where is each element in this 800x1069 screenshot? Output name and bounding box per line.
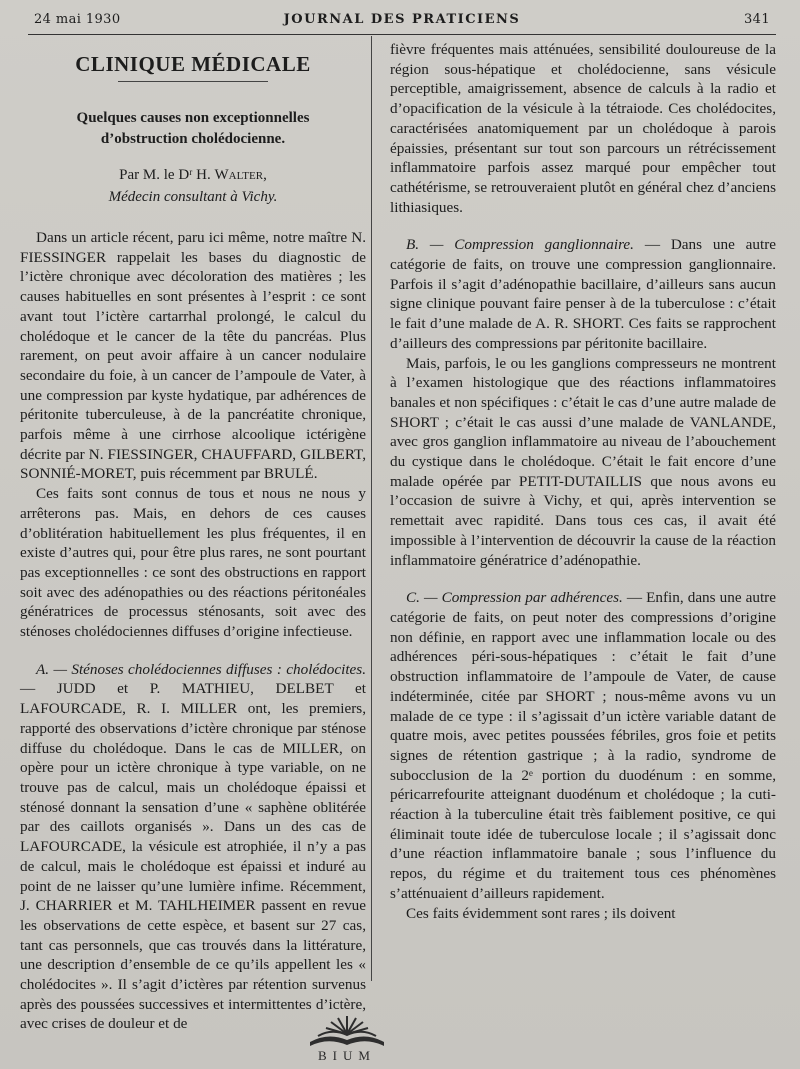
article-title-line2: d’obstruction cholédocienne. bbox=[100, 131, 286, 147]
header-page-number: 341 bbox=[743, 12, 770, 27]
open-book-icon bbox=[304, 1010, 390, 1050]
bium-logo-text: BIUM bbox=[318, 1048, 376, 1063]
header-journal-title: JOURNAL DES PRATICIENS bbox=[283, 12, 521, 27]
article-title-line1: Quelques causes non exceptionnelles bbox=[76, 110, 310, 126]
section-c-text: — Enfin, dans une autre catégorie de faits, on peut noter des compressions d’origine non définie, en rapport avec une inflammation locale ou des adhérences péri-sous-hépatiques : c’était le fait d’une obstruction inflammatoire de l’ampoule de Vater, de cause indéterminée, citée par SHORT ; nous-même avons vu un malade de ce type : il s’agissait d’un ictère variable datant de quatre mois, avec petites poussées fébriles, gros foie et petits signes de rétention gastrique ; à la radio, syndrome de subocclusion de la 2ᵉ portion du duodénum : en somme, péricarrefourite atteignant duodénum et cholédoque ; la cuti-réaction à la tuberculine était très faiblement positive, ce qui éliminait toute idée de tuberculose locale ; il s’agissait donc d’une réaction inflammatoire banale ; sous l’influence du repos, du régime et du traitement tous ces phénomènes s’atténuaient d’ailleurs rapidement. bbox=[390, 589, 776, 902]
section-b-heading: B. — Compression ganglionnaire. bbox=[406, 236, 634, 254]
header-date: 24 mai 1930 bbox=[34, 12, 121, 27]
paragraph-intro: Dans un article récent, paru ici même, notre maître N. FIESSINGER rappelait les bases du diagnostic de l’ictère chronique avec décoloration des matières ; les causes habituelles en sont présentes à l’esprit : ce sont avant tout l’ictère cartarrhal prolongé, le calcul du cholédoque et le cancer de la tête du pancréas. Plus rarement, on peut avoir affaire à un cancer nodulaire secondaire du foie, à un cancer de l’ampoule de Vater, à une compression par kyste hydatique, par adhérences de péritonite tuberculeuse, à de la pancréatite chronique, parfois même à une cirrhose alcoolique ictérigène décrite par N. FIESSINGER, CHAUFFARD, GILBERT, SONNIÉ-MORET, puis récemment par BRULÉ. bbox=[20, 229, 366, 483]
section-a-text: — JUDD et P. MATHIEU, DELBET et LAFOURCADE, R. I. MILLER ont, les premiers, rapporté des observations d’ictère chronique par sténose diffuse du cholédoque. Dans le cas de MILLER, on opère pour un ictère chronique à type variable, on ne trouve pas de calcul, mais un cholédoque épaissi et sténosé donnant la sensation d’une « saphène oblitérée par des caillots organisés ». Dans un des cas de LAFOURCADE, la vésicule est atrophiée, il n’y a pas de calcul, mais le cholédoque est épaissi et induré au point de ne laisser qu’une lumière infime. Récemment, J. CHARRIER et M. TAHLHEIMER passent en revue les observations de cette espèce, et basent sur 27 cas, tant cas personnels, que cas trouvés dans la littérature, une description d’ensemble de ce qu’ils appellent les « cholédocites ». Il s’agit d’ictères par rétention survenus après des poussées successives et intermittentes d’ictère, avec crises de douleur et de bbox=[20, 680, 366, 1033]
paragraph-ganglions: Mais, parfois, le ou les ganglions compresseurs ne montrent à l’examen histologique que des réactions inflammatoires banales et non spécifiques : c’était le cas d’une autre malade de SHORT ; c’était le cas aussi d’une malade de VANLANDE, avec gros ganglion inflammatoire au niveau de l’abouchement du cystique dans le cholédoque. C’était le fait encore d’une malade opérée par PETIT-DUTAILLIS que nous avons eu l’occasion de suivre à Vichy, et qui, après intervention se remettait avec rapidité. Dans tous ces cas, il avait été impossible à l’intervention de découvrir la cause de la réaction inflammatoire génératrice d’adénopathie. bbox=[390, 354, 776, 569]
byline-prefix: Par M. le Dʳ H. bbox=[119, 167, 215, 183]
paragraph-continuation: fièvre fréquentes mais atténuées, sensibilité douloureuse de la région sous-hépatique et cholédocienne, sans vésicule perceptible, amaigrissement, absence de calculs à la radio et d’opacification de la vésicule à la tétraiode. Ces cholédocites, caractérisées anatomiquement par un cholédoque à parois épaissies, présentant sur tout son parcours un rétrécissement inflammatoire parfois assez marqué pour empêcher tout cathétérisme, se retrouveraient plutôt en général chez d’anciens lithiasiques. bbox=[390, 41, 776, 216]
running-head bbox=[34, 12, 770, 32]
paragraph-rarer-causes: Ces faits sont connus de tous et nous ne nous y arrêterons pas. Mais, en dehors de ces causes d’oblitération habituellement les plus fréquentes, il en existe d’autres qui, pour être plus rares, ne sont pourtant pas exceptionnelles : ce sont des obstructions en rapport soit avec des adénopathies ou des réactions péritonéales génératrices de processus sténosants, soit avec des sténoses cholédociennes diffuses d’origine infectieuse. bbox=[20, 485, 366, 641]
section-b-text: — Dans une autre catégorie de faits, on trouve une compression ganglionnaire. Parfois il s’agit d’adénopathie bacillaire, d’ailleurs sans aucun signe clinique pouvant faire penser à de la tuberculose : c’était le fait d’une malade de A. R. SHORT. Ces faits se rapprochent d’ailleurs des compressions par péritonite bacillaire. bbox=[390, 236, 776, 352]
section-title: CLINIQUE MÉDICALE bbox=[75, 52, 311, 76]
paragraph-closing: Ces faits évidemment sont rares ; ils doivent bbox=[406, 904, 676, 922]
section-title-rule bbox=[118, 81, 268, 82]
article-title bbox=[20, 108, 366, 150]
section-c-heading: C. — Compression par adhérences. bbox=[406, 589, 623, 607]
paragraph-section-c bbox=[390, 588, 776, 903]
right-column bbox=[390, 40, 776, 923]
paragraph-section-b bbox=[390, 235, 776, 353]
header-rule bbox=[28, 34, 776, 35]
left-column bbox=[20, 52, 366, 1034]
byline-author: Walter, bbox=[214, 167, 267, 183]
section-a-heading: A. — Sténoses cholédociennes diffuses : cholédocites. bbox=[36, 660, 366, 678]
byline bbox=[20, 164, 366, 208]
column-divider bbox=[371, 36, 372, 981]
byline-role: Médecin consultant à Vichy. bbox=[108, 189, 278, 205]
paragraph-section-a bbox=[20, 660, 366, 1034]
byline-author-line bbox=[20, 164, 366, 186]
bium-logo bbox=[304, 1010, 390, 1066]
